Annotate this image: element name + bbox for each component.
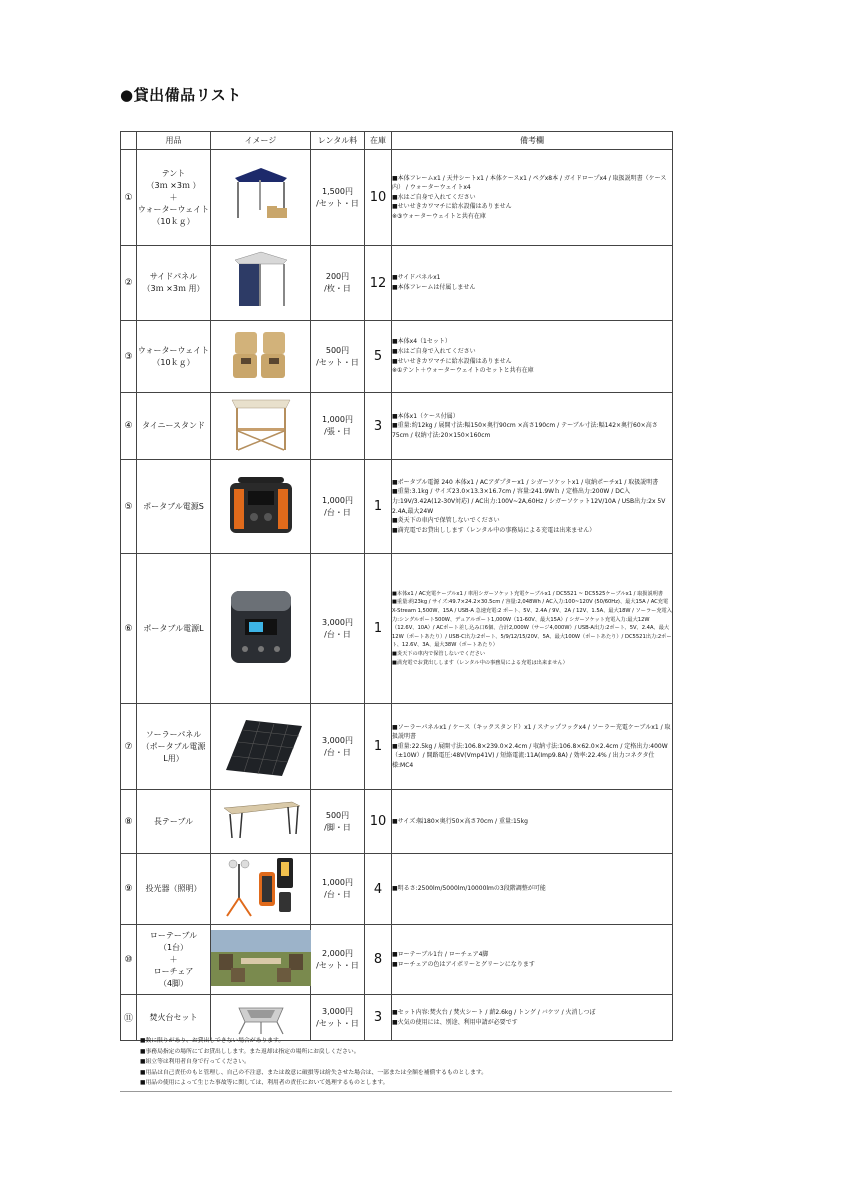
footnote: ■事務局指定の場所にてお貸出しします。また返却は指定の場所にお戻しください。 — [140, 1048, 360, 1055]
item-name: ポータブル電源L — [137, 554, 211, 704]
item-number: ② — [121, 246, 137, 321]
note-line: ※①テント＋ウォーターウェイトのセットと共有在庫 — [392, 367, 534, 375]
header-image: イメージ — [211, 132, 311, 150]
item-notes — [392, 704, 673, 790]
item-notes — [392, 393, 673, 460]
item-image — [211, 925, 311, 995]
item-image — [211, 790, 311, 854]
item-notes — [392, 995, 673, 1041]
header-notes: 備考欄 — [392, 132, 673, 150]
footnote: ■組立等は利用者自身で行ってください。 — [140, 1059, 250, 1065]
note-line: ■本体フレームは付属しません — [392, 284, 476, 291]
item-stock: 1 — [365, 554, 392, 704]
item-name: ローテーブル （1台） ＋ ローチェア （4脚） — [137, 925, 211, 995]
note-line: ■重量:3.1kg / サイズ23.0×13.3×16.7cm / 容量:241.9Wｈ / 定格出力:200W / DC入力:19V/3.42A(12-30V対応) / AC出力:100V~2A,60Hz / シガーソケット12V/10A / USB出力:2x 5V 2.4A,最大24W — [392, 488, 666, 515]
item-name: 焚火台セット — [137, 995, 211, 1041]
table-row — [121, 150, 673, 246]
item-name: ウォーターウェイト （10ｋｇ） — [137, 321, 211, 393]
note-line: ■満充電でお貸出しします（レンタル中の事務局による充電は出来ません） — [392, 526, 596, 534]
item-number: ⑨ — [121, 854, 137, 925]
item-stock: 1 — [365, 704, 392, 790]
item-image — [211, 150, 311, 246]
note-line: ■重量:約23kg / サイズ:49.7×24.2×30.5cm / 容量:2,048Wh / AC入力:100~120V (50/60Hz)、最大15A / AC充電X-Stream 1,500W、15A / USB-A 急速充電:2 ポート、5V、2.4A / 9V、2A / 12V、1.5A、最大18W / ソーラー充電入力:シングルポート500W、デュアルポート1,000W（11-60V、最大15A）/ シガーソケット充電入力:最大12W（12.6V、10A）/ ACポート差し込み口6個、合計2,000W（サージ4,000W）/ USB-A出力:2ポート、5V、2.4A、最大12W（ポートあたり）/ USB-C出力:2ポート、5/9/12/15/20V、5A、最大100W（ポートあたり）/ DC5521出力:2ポート、12.6V、3A、最大38W（ポートあたり） — [392, 599, 672, 649]
note-line: ■セット内容:焚火台 / 焚火シート / 薪2.6kg / トング / バケツ / 火消しつぼ — [392, 1008, 596, 1016]
item-number: ① — [121, 150, 137, 246]
water-weight-icon — [229, 328, 293, 386]
firepit-icon — [233, 996, 289, 1040]
footnote: ■用品は自己責任のもと管理し、自己の不注意、または故意に破損等は紛失させた場合は、一部または全額を補償するものとします。 — [140, 1069, 488, 1076]
item-notes — [392, 925, 673, 995]
table-row — [121, 393, 673, 460]
header-stock: 在庫 — [365, 132, 392, 150]
item-stock: 10 — [365, 790, 392, 854]
table-row — [121, 460, 673, 554]
item-name: 長テーブル — [137, 790, 211, 854]
note-line: ■せいせきカワマチに給水設備はありません — [392, 357, 512, 365]
table-row — [121, 925, 673, 995]
item-image — [211, 321, 311, 393]
note-line: ■重量:約12kg / 展開寸法:幅150×奥行90cm ×高さ190cm / テーブル寸法:幅142×奥行60×高さ75cm / 収納寸法:20×150×160cm — [392, 422, 658, 439]
item-price: 1,000円 /台・日 — [311, 854, 365, 925]
footnotes — [140, 1036, 670, 1089]
item-stock: 4 — [365, 854, 392, 925]
item-notes — [392, 150, 673, 246]
note-line: ■サイズ:幅180×奥行50×高さ70cm / 重量:15kg — [392, 817, 528, 825]
table-row — [121, 321, 673, 393]
note-line: ■本体フレームx1 / 天井シートx1 / 本体ケースx1 / ペグx8本 / ガイドロープx4 / 取扱説明書（ケース内） / ウォーターウェイトx4 — [392, 174, 667, 192]
item-stock: 8 — [365, 925, 392, 995]
table-row — [121, 246, 673, 321]
item-stock: 10 — [365, 150, 392, 246]
note-line: ■重量:22.5kg / 展開寸法:106.8×239.0×2.4cm / 収納寸法:106.8×62.0×2.4cm / 定格出力:400W（±10W）/ 開路電圧:48V(Vmp41V) / 短絡電流:11A(Imp9.8A) / 効率:22.4% / 出力コネクタ仕様:MC4 — [392, 742, 668, 769]
item-number: ⑪ — [121, 995, 137, 1041]
item-number: ⑥ — [121, 554, 137, 704]
item-price: 1,000円 /台・日 — [311, 460, 365, 554]
note-line: ■ローチェアの色はアイボリーとグリーンになります — [392, 960, 535, 968]
footnote: ■用品の使用によって生じた事故等に関しては、利用者の責任において処理するものとします。 — [140, 1080, 389, 1086]
bottom-divider — [120, 1091, 672, 1092]
item-stock: 5 — [365, 321, 392, 393]
item-notes — [392, 790, 673, 854]
item-price: 3,000円 /セット・日 — [311, 995, 365, 1041]
item-price: 3,000円 /台・日 — [311, 704, 365, 790]
item-notes — [392, 554, 673, 704]
note-line: ■ソーラーパネルx1 / ケース（キックスタンド）x1 / スナップフックx4 / ソーラー充電ケーブルx1 / 取扱説明書 — [392, 723, 671, 741]
header-item: 用品 — [137, 132, 211, 150]
note-line: ■本体x4（1セット） — [392, 338, 451, 346]
item-number: ④ — [121, 393, 137, 460]
item-notes — [392, 321, 673, 393]
item-image — [211, 554, 311, 704]
item-number: ⑦ — [121, 704, 137, 790]
table-row — [121, 554, 673, 704]
note-line: ※③ウォーターウェイトと共有在庫 — [392, 212, 486, 220]
item-name: テント （3ｍ ×3ｍ ） ＋ ウォーターウェイト （10ｋｇ） — [137, 150, 211, 246]
table-row — [121, 995, 673, 1041]
tent-icon — [221, 164, 301, 232]
item-stock: 12 — [365, 246, 392, 321]
note-line: ■明るさ:2500lm/5000lm/10000lmの3段階調整が可能 — [392, 885, 546, 893]
portable-power-s-icon — [224, 473, 298, 541]
item-price: 1,500円 /セット・日 — [311, 150, 365, 246]
item-image — [211, 854, 311, 925]
side-panel-icon — [223, 250, 299, 316]
equipment-table — [120, 131, 673, 1041]
note-line: ■満充電でお貸出しします（レンタル中の事務局による充電は出来ません） — [392, 659, 568, 666]
note-line: ■ローテーブル1台 / ローチェア4脚 — [392, 950, 489, 958]
low-table-chair-icon — [211, 930, 311, 990]
item-name: サイドパネル （3ｍ ×3ｍ 用） — [137, 246, 211, 321]
page-title: ●貸出備品リスト — [120, 86, 242, 104]
item-image — [211, 393, 311, 460]
item-notes — [392, 246, 673, 321]
item-price: 3,000円 /台・日 — [311, 554, 365, 704]
item-stock: 3 — [365, 995, 392, 1041]
item-name: ソーラーパネル （ポータブル電源 L用） — [137, 704, 211, 790]
long-table-icon — [218, 798, 304, 846]
item-price: 200円 /枚・日 — [311, 246, 365, 321]
item-stock: 1 — [365, 460, 392, 554]
item-number: ③ — [121, 321, 137, 393]
item-price: 1,000円 /張・日 — [311, 393, 365, 460]
tiny-stand-icon — [226, 394, 296, 458]
floodlight-icon — [223, 854, 299, 924]
portable-power-l-icon — [225, 587, 297, 671]
table-row — [121, 854, 673, 925]
item-name: ポータブル電源S — [137, 460, 211, 554]
item-number: ⑤ — [121, 460, 137, 554]
note-line: ■サイドパネルx1 — [392, 274, 441, 282]
note-line: ■炎天下の車内で保管しないでください — [392, 517, 500, 525]
item-notes — [392, 460, 673, 554]
item-price: 500円 /セット・日 — [311, 321, 365, 393]
note-line: ■炎天下の車内で保管しないでください — [392, 650, 486, 657]
item-notes — [392, 854, 673, 925]
item-price: 500円 /脚・日 — [311, 790, 365, 854]
table-row — [121, 790, 673, 854]
note-line: ■水はご自身で入れてください — [392, 347, 476, 355]
note-line: ■水はご自身で入れてください — [392, 193, 476, 201]
note-line: ■本体x1（ケース付属） — [392, 412, 459, 420]
item-image — [211, 704, 311, 790]
header-no — [121, 132, 137, 150]
table-header-row — [121, 132, 673, 150]
note-line: ■せいせきカワマチに給水設備はありません — [392, 203, 512, 211]
item-image — [211, 995, 311, 1041]
solar-panel-icon — [216, 710, 306, 784]
note-line: ■ポータブル電源 240 本体x1 / ACアダプターx1 / シガーソケットx1 / 収納ポーチx1 / 取扱説明書 — [392, 478, 659, 486]
item-number: ⑩ — [121, 925, 137, 995]
item-image — [211, 460, 311, 554]
header-price: レンタル料 — [311, 132, 365, 150]
note-line: ■本体x1 / AC充電ケーブルx1 / 車用シガーソケット充電ケーブルx1 / DC5521 ~ DC5525ケーブルx1 / 取扱説明書 — [392, 590, 664, 597]
item-price: 2,000円 /セット・日 — [311, 925, 365, 995]
item-image — [211, 246, 311, 321]
item-stock: 3 — [365, 393, 392, 460]
table-row — [121, 704, 673, 790]
item-name: 投光器（照明） — [137, 854, 211, 925]
note-line: ■火気の使用には、別途、利用申請が必要です — [392, 1018, 518, 1026]
item-name: タイニースタンド — [137, 393, 211, 460]
footnote: ■数に限りがあり、お貸出しできない場合があります。 — [140, 1038, 285, 1044]
item-number: ⑧ — [121, 790, 137, 854]
